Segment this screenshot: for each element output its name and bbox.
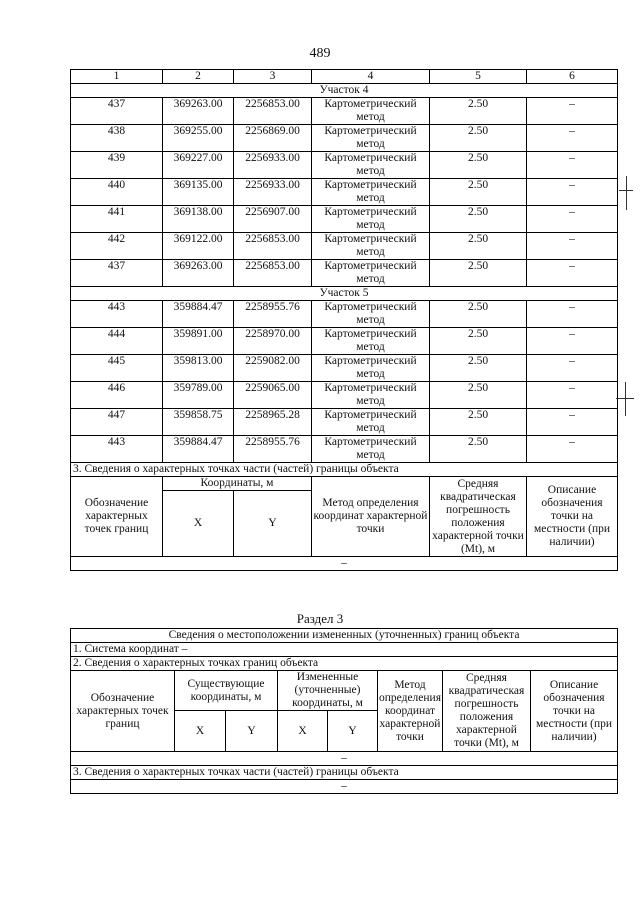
- table-row: 443 359884.47 2258955.76 Картометрический метод 2.50 –: [71, 436, 618, 463]
- section-title: Раздел 3: [296, 611, 344, 626]
- table-row: 443 359884.47 2258955.76 Картометрический метод 2.50 –: [71, 301, 618, 328]
- table-row: 446 359789.00 2259065.00 Картометрический метод 2.50 –: [71, 382, 618, 409]
- table-row: 438 369255.00 2256869.00 Картометрический метод 2.50 –: [71, 125, 618, 152]
- s3-header-y: Y: [226, 711, 278, 752]
- s3-header-method: Метод определения координат характерной точки: [378, 671, 443, 752]
- table-row: 445 359813.00 2259082.00 Картометрический метод 2.50 –: [71, 355, 618, 382]
- coordinates-table: [70, 69, 618, 571]
- s3-header-y2: Y: [328, 711, 378, 752]
- header-y: Y: [234, 491, 312, 557]
- part-header-row: [71, 477, 618, 491]
- table-row: 444 359891.00 2258970.00 Картометрический метод 2.50 –: [71, 328, 618, 355]
- section-subtitle: Сведения о местоположении измененных (уточненных) границ объекта: [71, 629, 618, 643]
- s3-header-x2: X: [278, 711, 328, 752]
- coord-system: 1. Система координат –: [71, 643, 618, 657]
- s3-header-changed: Измененные (уточненные) координаты, м: [278, 671, 378, 711]
- col-number: 4: [312, 70, 430, 84]
- table-row: 437 369263.00 2256853.00 Картометрический метод 2.50 –: [71, 260, 618, 287]
- header-accuracy: Средняя квадратическая погрешность положения характерной точки (Mt), м: [430, 477, 527, 557]
- col-number: 6: [527, 70, 618, 84]
- s3-empty-row: –: [71, 752, 618, 766]
- column-number-row: [71, 70, 618, 84]
- margin-cross-mark: [626, 176, 627, 210]
- header-designation: Обозначение характерных точек границ: [71, 477, 163, 557]
- section3-table: [70, 628, 618, 794]
- col-number: 2: [163, 70, 234, 84]
- plot-title: Участок 4: [71, 84, 618, 98]
- header-x: X: [163, 491, 234, 557]
- table-row: 441 369138.00 2256907.00 Картометрический метод 2.50 –: [71, 206, 618, 233]
- s3-part-heading: 3. Сведения о характерных точках части (частей) границы объекта: [71, 766, 618, 780]
- s3-header-accuracy: Средняя квадратическая погрешность положения характерной точки (Mt), м: [443, 671, 531, 752]
- table-row: 447 359858.75 2258965.28 Картометрический метод 2.50 –: [71, 409, 618, 436]
- header-coords: Координаты, м: [163, 477, 312, 491]
- col-number: 3: [234, 70, 312, 84]
- header-method: Метод определения координат характерной точки: [312, 477, 430, 557]
- margin-cross-mark: [625, 382, 626, 416]
- margin-cross-mark: [616, 398, 634, 399]
- s3-header-description: Описание обозначения точки на местности (при наличии): [531, 671, 618, 752]
- header-description: Описание обозначения точки на местности (при наличии): [527, 477, 618, 557]
- table-row: 442 369122.00 2256853.00 Картометрический метод 2.50 –: [71, 233, 618, 260]
- margin-cross-mark: [619, 190, 633, 191]
- table-row: 440 369135.00 2256933.00 Картометрический метод 2.50 –: [71, 179, 618, 206]
- s3-part-empty-row: –: [71, 780, 618, 794]
- points-heading: 2. Сведения о характерных точках границ объекта: [71, 657, 618, 671]
- plot-title: Участок 5: [71, 287, 618, 301]
- empty-row: –: [71, 557, 618, 571]
- table-row: 439 369227.00 2256933.00 Картометрический метод 2.50 –: [71, 152, 618, 179]
- page-number: 489: [309, 46, 331, 61]
- s3-header-designation: Обозначение характерных точек границ: [71, 671, 175, 752]
- s3-header-x: X: [175, 711, 226, 752]
- col-number: 1: [71, 70, 163, 84]
- part-heading: 3. Сведения о характерных точках части (частей) границы объекта: [71, 463, 618, 477]
- table-row: 437 369263.00 2256853.00 Картометрический метод 2.50 –: [71, 98, 618, 125]
- s3-header-existing: Существующие координаты, м: [175, 671, 278, 711]
- col-number: 5: [430, 70, 527, 84]
